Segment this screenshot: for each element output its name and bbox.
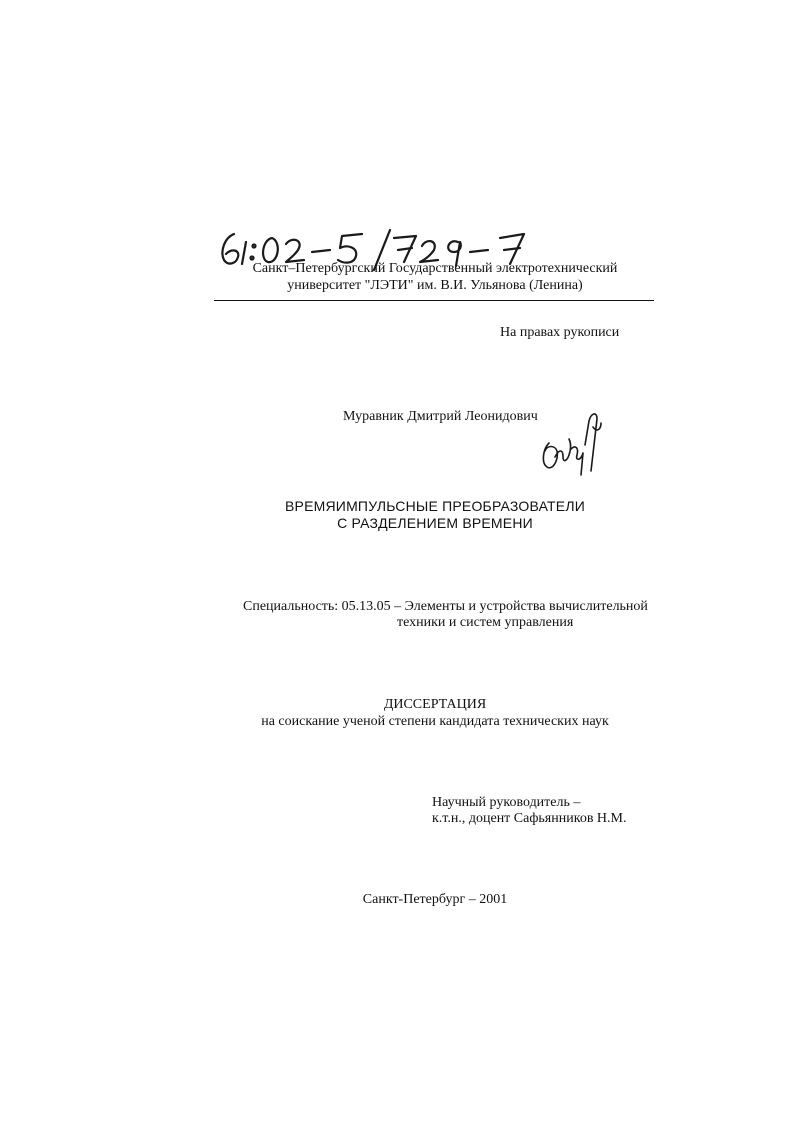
title-line-1: ВРЕМЯИМПУЛЬСНЫЕ ПРЕОБРАЗОВАТЕЛИ	[285, 498, 585, 514]
rights-note: На правах рукописи	[500, 325, 620, 340]
university-line-1: Санкт–Петербургский Государственный электротехнический	[252, 261, 618, 276]
dissertation-title	[200, 498, 670, 532]
university-line-2: университет "ЛЭТИ" им. В.И. Ульянова (Ленина)	[287, 278, 583, 293]
dissertation-subheading: на соискание ученой степени кандидата технических наук	[261, 714, 609, 729]
specialty-line-1: Специальность: 05.13.05 – Элементы и устройства вычислительной	[243, 599, 648, 614]
header-divider	[214, 300, 654, 301]
author-name: Муравник Дмитрий Леонидович	[343, 409, 538, 424]
university-name	[200, 260, 670, 294]
signature	[535, 405, 610, 480]
advisor-line-2: к.т.н., доцент Сафьянников Н.М.	[432, 811, 627, 826]
specialty-line-2: техники и систем управления	[397, 615, 574, 630]
dissertation-heading: ДИССЕРТАЦИЯ	[383, 697, 487, 712]
title-line-2: С РАЗДЕЛЕНИЕМ ВРЕМЕНИ	[337, 515, 533, 531]
advisor-line-1: Научный руководитель –	[432, 795, 581, 810]
city-year: Санкт-Петербург – 2001	[362, 892, 508, 907]
